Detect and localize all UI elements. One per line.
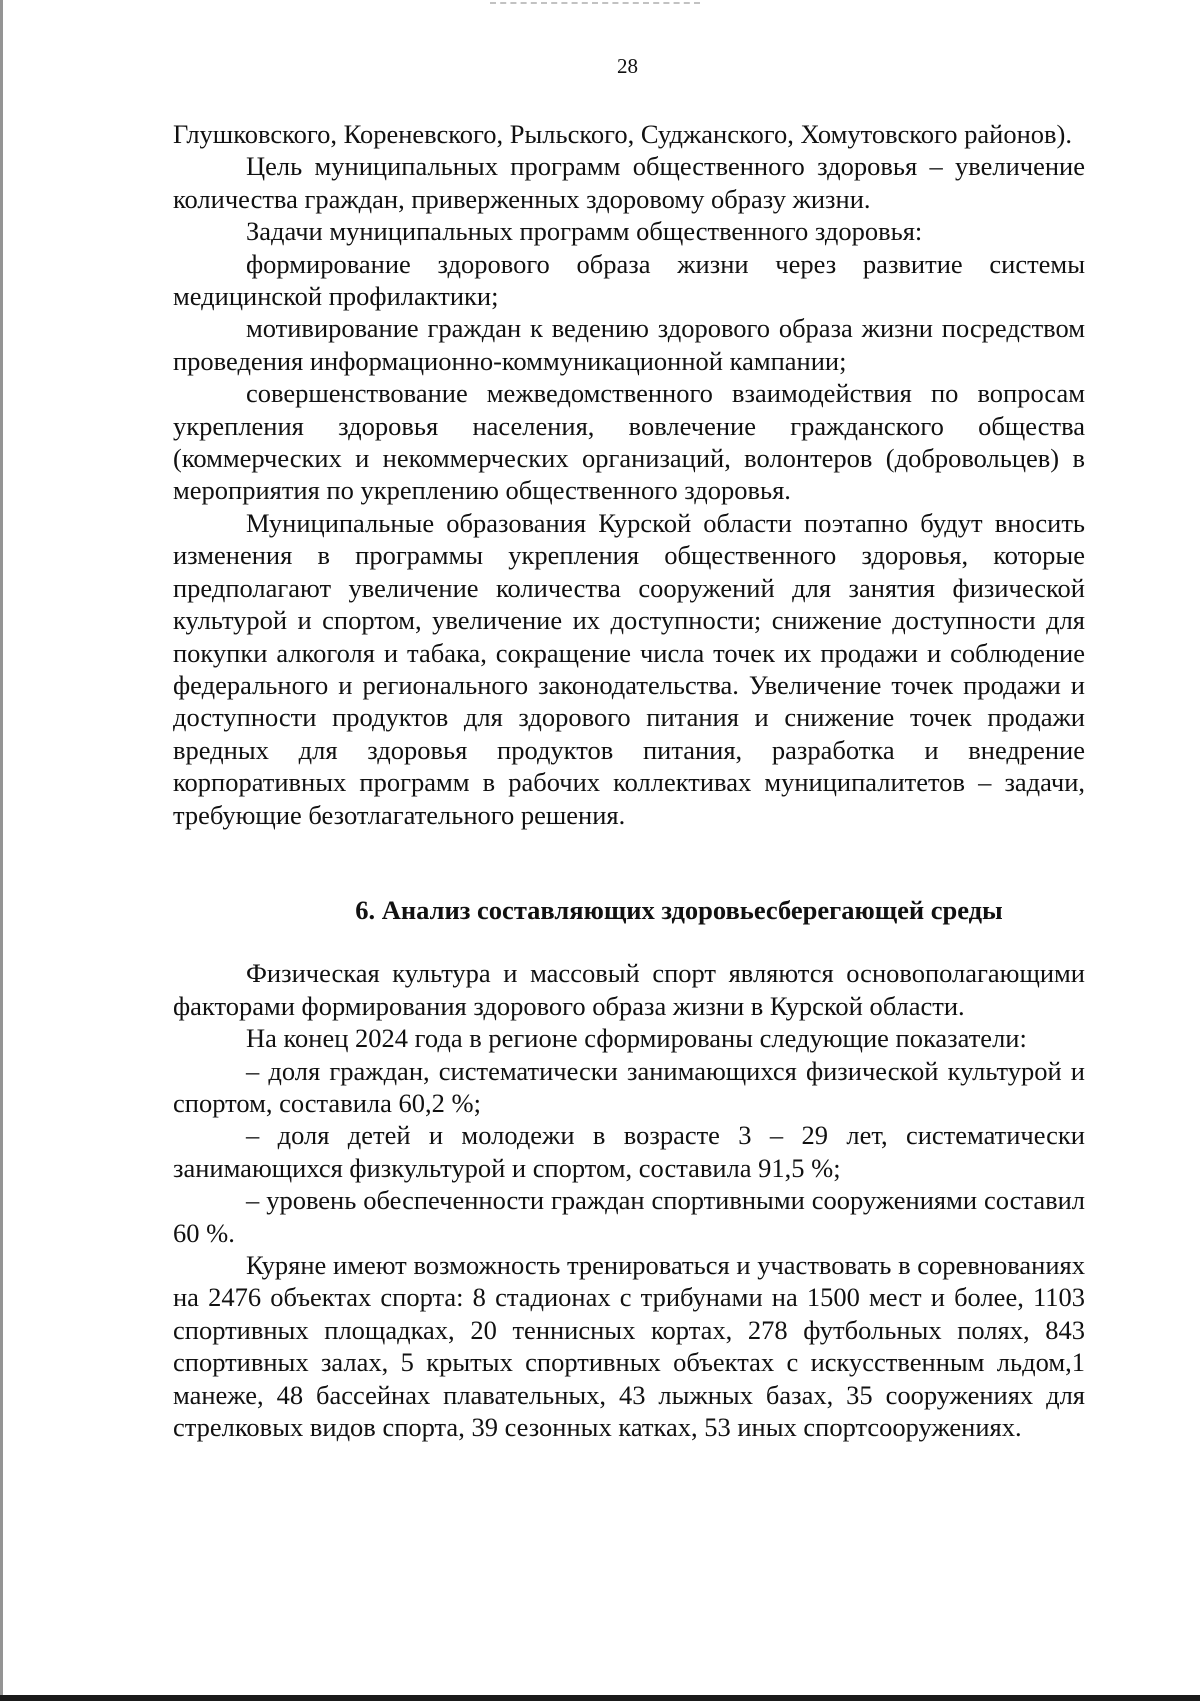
scan-artifact-bottom-edge: [0, 1695, 1200, 1701]
paragraph-task-motivation: мотивирование граждан к ведению здорового образа жизни посредством проведения информационно-коммуникационной кампании;: [173, 313, 1085, 376]
paragraph-sport-objects: Куряне имеют возможность тренироваться и участвовать в соревнованиях на 2476 объектах спорта: 8 стадионах с трибунами на 1500 мест и более, 1103 спортивных площадках, 20 теннисных кортах, 278 футбольных полях, 843 спортивных залах, 5 крытых спортивных объектах с искусственным льдом,1 манеже, 48 бассейнах плавательных, 43 лыжных базах, 35 сооружениях для стрелковых видов спорта, 39 сезонных катках, 53 иных спортсооружениях.: [173, 1250, 1085, 1443]
paragraph-municipal-changes: Муниципальные образования Курской области поэтапно будут вносить изменения в программы укрепления общественного здоровья, которые предполагают увеличение количества сооружений для занятия физической культурой и спортом, увеличение их доступности; снижение доступности для покупки алкоголя и табака, сокращение числа точек их продажи и соблюдение федерального и регионального законодательства. Увеличение точек продажи и доступности продуктов для здорового питания и снижение точек продажи вредных для здоровья продуктов питания, разработка и внедрение корпоративных программ в рабочих коллективах муниципалитетов – задачи, требующие безотлагательного решения.: [173, 507, 1085, 830]
list-item-facilities-level: – уровень обеспеченности граждан спортивными сооружениями составил 60 %.: [173, 1185, 1085, 1248]
scan-artifact-left-edge: [0, 0, 3, 1701]
paragraph-districts: Глушковского, Кореневского, Рыльского, Суджанского, Хомутовского районов).: [173, 119, 1072, 149]
list-item-citizens-share: – доля граждан, систематически занимающихся физической культурой и спортом, составила 60,2 %;: [173, 1055, 1085, 1118]
document-body: [173, 118, 1085, 1443]
paragraph-program-tasks-intro: Задачи муниципальных программ общественного здоровья:: [246, 216, 923, 247]
paragraph-sport-factors: Физическая культура и массовый спорт являются основополагающими факторами формирования здорового образа жизни в Курской области.: [173, 958, 1085, 1021]
paragraph-program-goal: Цель муниципальных программ общественного здоровья – увеличение количества граждан, приверженных здоровому образу жизни.: [173, 151, 1085, 214]
paragraph-indicators-intro: На конец 2024 года в регионе сформированы следующие показатели:: [246, 1023, 1027, 1054]
scan-artifact-top: [490, 2, 700, 7]
section-heading: 6. Анализ составляющих здоровьесберегающей среды: [355, 894, 1003, 925]
paragraph-task-prevention: формирование здорового образа жизни через развитие системы медицинской профилактики;: [173, 248, 1085, 312]
page-number: 28: [617, 54, 638, 78]
list-item-youth-share: – доля детей и молодежи в возрасте 3 – 29 лет, систематически занимающихся физкультурой и спортом, составила 91,5 %;: [173, 1120, 1085, 1183]
paragraph-task-interagency: совершенствование межведомственного взаимодействия по вопросам укрепления здоровья населения, вовлечение гражданского общества (коммерческих и некоммерческих организаций, волонтеров (добровольцев) в мероприятия по укреплению общественного здоровья.: [173, 378, 1085, 506]
